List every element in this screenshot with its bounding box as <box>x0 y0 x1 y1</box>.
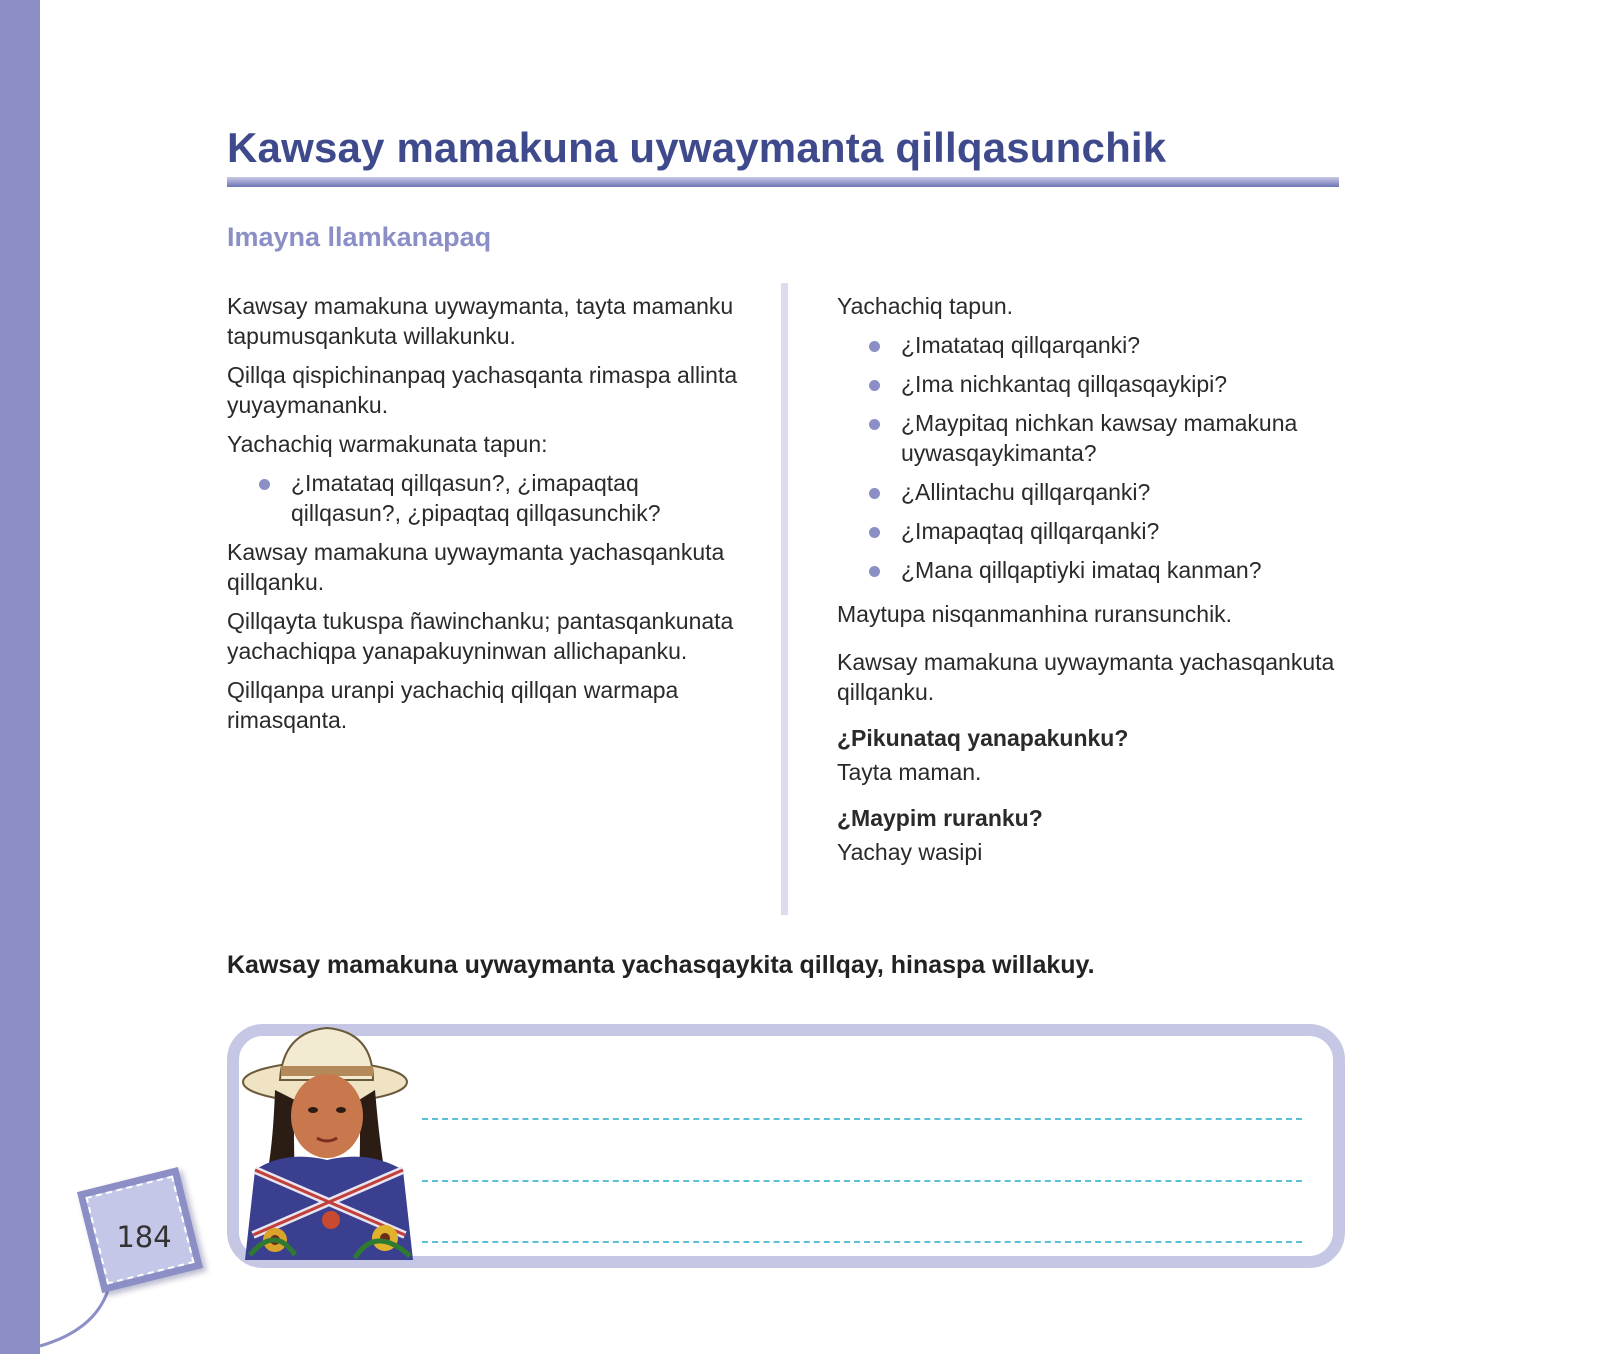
right-paragraph-1: Yachachiq tapun. <box>837 293 1014 319</box>
question-where: ¿Maypim ruranku? <box>837 805 1043 831</box>
writing-instruction: Kawsay mamakuna uywaymanta yachasqaykita qillqay, hinaspa willakuy. <box>227 951 1095 979</box>
left-paragraph-5: Qillqayta tukuspa ñawinchanku; pantasqankunata yachachiqpa yanapakuyninwan allichapanku. <box>227 608 734 664</box>
left-paragraph-3: Yachachiq warmakunata tapun: <box>227 431 548 457</box>
answer-who: Tayta maman. <box>837 759 982 785</box>
right-bullet-item: ¿Mana qillqaptiyki imataq kanman? <box>837 555 1357 585</box>
right-bullet-item: ¿Ima nichkantaq qillqasqaykipi? <box>837 369 1357 399</box>
left-bullet-list <box>227 468 747 528</box>
right-bullet-item: ¿Maypitaq nichkan kawsay mamakuna uywasqaykimanta? <box>837 408 1357 468</box>
answer-where: Yachay wasipi <box>837 839 983 865</box>
right-column <box>837 291 1357 876</box>
title-underline <box>227 177 1339 187</box>
left-paragraph-1: Kawsay mamakuna uywaymanta, tayta mamanku tapumusqankuta willakunku. <box>227 293 734 349</box>
left-paragraph-6: Qillqanpa uranpi yachachiq qillqan warmapa rimasqanta. <box>227 677 679 733</box>
question-who: ¿Pikunataq yanapakunku? <box>837 725 1129 751</box>
right-bullet-item: ¿Allintachu qillqarqanki? <box>837 477 1357 507</box>
right-paragraph-2: Maytupa nisqanmanhina ruransunchik. <box>837 601 1233 627</box>
left-paragraph-4: Kawsay mamakuna uywaymanta yachasqankuta qillqanku. <box>227 539 725 595</box>
writing-line-1[interactable] <box>422 1118 1302 1120</box>
page-number: 184 <box>116 1220 172 1254</box>
right-paragraph-3: Kawsay mamakuna uywaymanta yachasqankuta qillqanku. <box>837 649 1335 705</box>
section-subtitle: Imayna llamkanapaq <box>227 222 492 252</box>
left-column <box>227 291 747 744</box>
writing-line-2[interactable] <box>422 1180 1302 1182</box>
page-title: Kawsay mamakuna uywaymanta qillqasunchik <box>227 124 1167 171</box>
kite-string <box>0 0 130 1354</box>
right-bullet-list <box>837 330 1357 585</box>
right-bullet-item: ¿Imatataq qillqarqanki? <box>837 330 1357 360</box>
column-divider <box>781 283 788 915</box>
left-paragraph-2: Qillqa qispichinanpaq yachasqanta rimaspa allinta yuyaymananku. <box>227 362 738 418</box>
writing-line-3[interactable] <box>422 1241 1302 1243</box>
right-bullet-item: ¿Imapaqtaq qillqarqanki? <box>837 516 1357 546</box>
girl-illustration <box>235 1020 425 1260</box>
left-bullet-item: ¿Imatataq qillqasun?, ¿imapaqtaq qillqasun?, ¿pipaqtaq qillqasunchik? <box>227 468 747 528</box>
